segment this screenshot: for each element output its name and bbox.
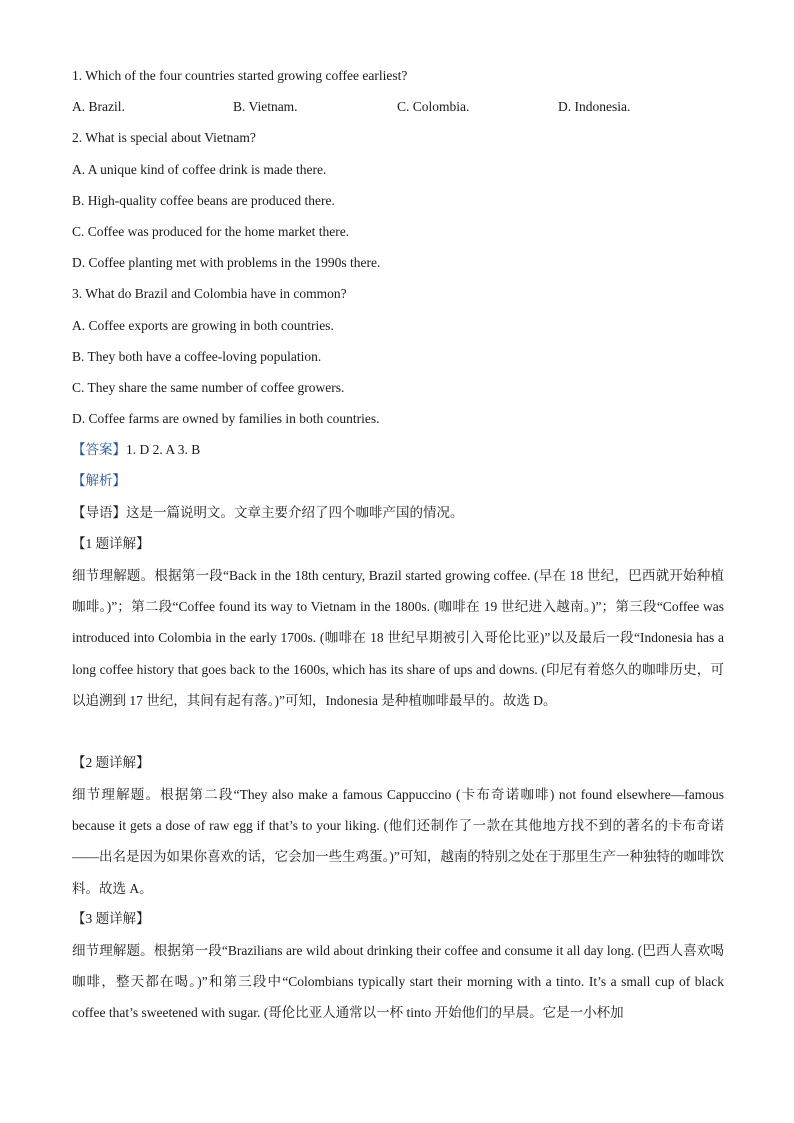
question-1-stem: 1. Which of the four countries started growing coffee earliest?	[72, 68, 408, 83]
guide-label: 【导语】	[72, 505, 126, 520]
question-3-option-b: B. They both have a coffee-loving population.	[72, 349, 322, 364]
detail-3-heading: 【3 题详解】	[72, 911, 150, 926]
question-1-option-d: D. Indonesia.	[558, 99, 631, 114]
question-2-option-c: C. Coffee was produced for the home market there.	[72, 224, 350, 239]
detail-2-paragraph: 细节理解题。根据第二段“They also make a famous Cappuccino (卡布奇诺咖啡) not found elsewhere—famous because it gets a dose of raw egg if that’s to your liking. (他们还制作了一款在其他地方找不到的著名的卡布奇诺——出名是因为如果你喜欢的话，它会加一些生鸡蛋。)”可知，越南的特别之处在于那里生产一种独特的咖啡饮料。故选 A。	[72, 787, 724, 896]
detail-2-heading: 【2 题详解】	[72, 755, 150, 770]
question-3-stem: 3. What do Brazil and Colombia have in common?	[72, 286, 347, 301]
question-1-option-a: A. Brazil.	[72, 99, 125, 114]
answer-line	[72, 440, 200, 460]
detail-1-paragraph: 细节理解题。根据第一段“Back in the 18th century, Brazil started growing coffee. (早在 18 世纪，巴西就开始种植咖啡。)”；第二段“Coffee found its way to Vietnam in the 1800s. (咖啡在 19 世纪进入越南。)”；第三段“Coffee was introduced into Colombia in the early 1700s. (咖啡在 18 世纪早期被引入哥伦比亚)”以及最后一段“Indonesia has a long coffee history that goes back to the 1600s, which has its share of ups and downs. (印尼有着悠久的咖啡历史，可以追溯到 17 世纪，其间有起有落。)”可知，Indonesia 是种植咖啡最早的。故选 D。	[72, 568, 724, 708]
guide-text: 这是一篇说明文。文章主要介绍了四个咖啡产国的情况。	[126, 505, 464, 520]
question-1-option-c: C. Colombia.	[397, 99, 470, 114]
question-3-option-c: C. They share the same number of coffee growers.	[72, 380, 345, 395]
question-3-option-a: A. Coffee exports are growing in both countries.	[72, 318, 334, 333]
detail-3-paragraph: 细节理解题。根据第一段“Brazilians are wild about drinking their coffee and consume it all day long. (巴西人喜欢喝咖啡，整天都在喝。)”和第三段中“Colombians typically start their morning with a tinto. It’s a small cup of black coffee that’s sweetened with sugar. (哥伦比亚人通常以一杯 tinto 开始他们的早晨。它是一小杯加	[72, 943, 724, 1021]
question-2-option-a: A. A unique kind of coffee drink is made there.	[72, 162, 327, 177]
question-1-option-b: B. Vietnam.	[233, 99, 298, 114]
answer-text: 1. D 2. A 3. B	[126, 442, 201, 457]
question-2-option-d: D. Coffee planting met with problems in the 1990s there.	[72, 255, 381, 270]
question-2-stem: 2. What is special about Vietnam?	[72, 130, 256, 145]
answer-label: 【答案】	[72, 442, 126, 457]
detail-1-heading: 【1 题详解】	[72, 536, 150, 551]
analysis-label: 【解析】	[72, 473, 126, 488]
question-2-option-b: B. High-quality coffee beans are produced there.	[72, 193, 335, 208]
question-3-option-d: D. Coffee farms are owned by families in both countries.	[72, 411, 380, 426]
guide-line	[72, 503, 464, 523]
